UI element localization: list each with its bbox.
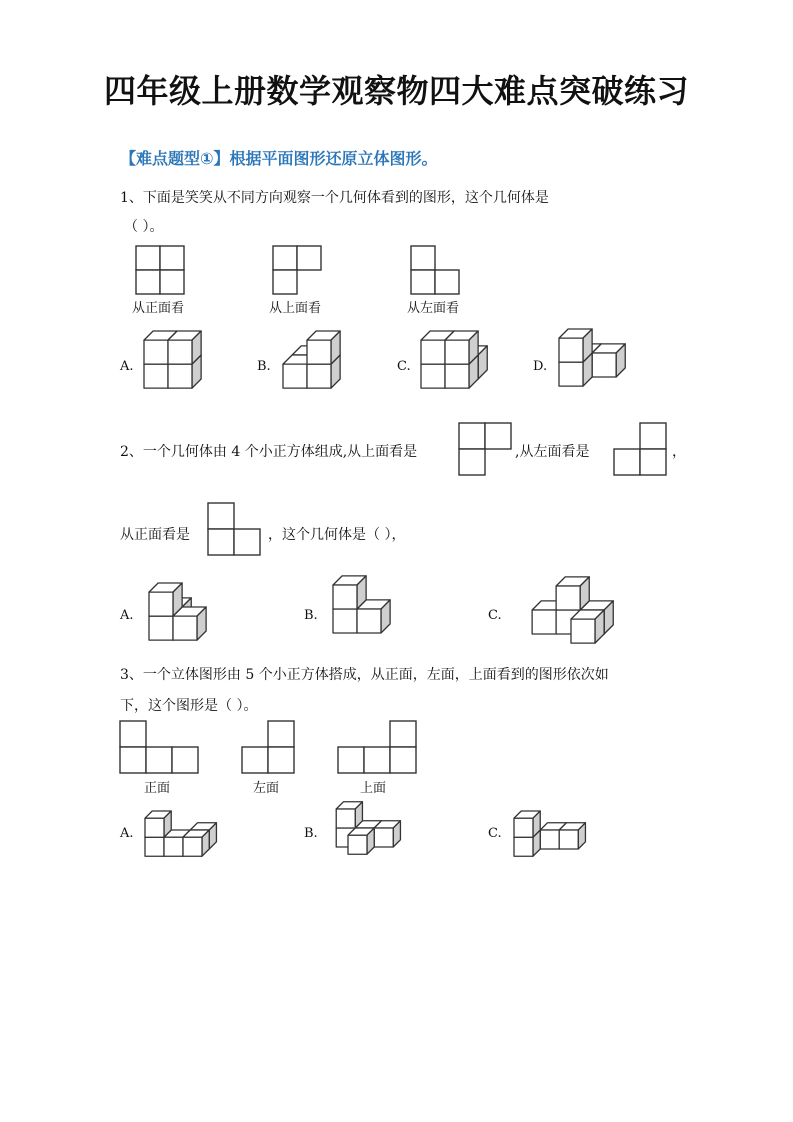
cube [556,577,589,610]
q1-option-c-figure[interactable] [420,330,489,399]
q1-left-view-figure [411,246,461,296]
q3-option-c-label[interactable]: C. [488,826,502,841]
q2-text-part4: 从正面看是 [120,527,190,543]
q1-option-b-figure[interactable] [282,330,351,399]
grid-cell [640,423,666,449]
cube [336,802,362,828]
q1-answer-blank[interactable]: （ ）。 [124,219,164,235]
grid-cell [268,747,294,773]
q1-option-c-label[interactable]: C. [397,359,411,374]
grid-cell [485,423,511,449]
grid-cell [435,270,459,294]
q3-front-view-figure [120,721,200,775]
grid-cell [208,529,234,555]
q3-option-a-figure[interactable] [144,810,218,865]
grid-cell [208,503,234,529]
cube [149,583,182,616]
q3-left-view-label: 左面 [253,781,280,796]
cube [307,331,340,364]
page-title: 四年级上册数学观察物四大难点突破练习 [103,72,689,110]
q1-option-a-label[interactable]: A. [120,359,134,374]
q2-option-a-label[interactable]: A. [120,608,134,623]
q2-left-view-figure [614,423,668,477]
q3-option-b-figure[interactable] [328,808,402,863]
q2-option-a-figure[interactable] [148,582,217,651]
q1-text-line1: 1、下面是笑笑从不同方向观察一个几何体看到的图形，这个几何体是 [120,190,549,206]
grid-cell [390,721,416,747]
q2-option-b-figure[interactable] [332,584,392,644]
q1-front-view-label: 从正面看 [132,301,185,316]
grid-cell [411,270,435,294]
q1-option-a-figure[interactable] [143,330,212,399]
cube [168,331,201,364]
q1-top-view-label: 从上面看 [269,301,322,316]
q1-top-view-figure [273,246,323,296]
q1-left-view-label: 从左面看 [407,301,460,316]
cube [592,344,625,377]
q2-text-part2: ,从左面看是 [515,444,590,460]
grid-cell [614,449,640,475]
cube [445,331,478,364]
q2-answer-blank[interactable]: ，这个几何体是（ ）， [268,527,406,543]
q3-left-view-figure [242,721,296,775]
grid-cell [160,246,184,270]
q1-front-view-figure [136,246,186,296]
q2-option-b-label[interactable]: B. [304,608,318,623]
q3-front-view-label: 正面 [144,781,171,796]
grid-cell [242,747,268,773]
q3-option-a-label[interactable]: A. [120,826,134,841]
grid-cell [390,747,416,773]
q2-front-view-figure [208,503,262,557]
grid-cell [459,423,485,449]
cube [559,329,592,362]
q2-option-c-label[interactable]: C. [488,608,502,623]
grid-cell [146,747,172,773]
cube [559,823,585,849]
q2-text-part1: 2、一个几何体由 4 个小正方体组成,从上面看是 [120,444,418,460]
q3-answer-blank[interactable]: 下，这个图形是（ ）。 [120,698,258,714]
cube [571,610,604,643]
cube [374,821,400,847]
q3-option-c-figure[interactable] [513,810,587,865]
grid-cell [459,449,485,475]
cube [348,828,374,854]
grid-cell [172,747,198,773]
grid-cell [273,246,297,270]
grid-cell [297,246,321,270]
cube [145,811,171,837]
q3-top-view-label: 上面 [360,781,387,796]
cube [183,830,209,856]
grid-cell [273,270,297,294]
grid-cell [338,747,364,773]
q1-option-b-label[interactable]: B. [257,359,271,374]
grid-cell [640,449,666,475]
grid-cell [234,529,260,555]
section-heading: 【难点题型①】根据平面图形还原立体图形。 [120,149,438,168]
q2-top-view-figure [459,423,513,477]
grid-cell [136,246,160,270]
q3-option-b-label[interactable]: B. [304,826,318,841]
grid-cell [136,270,160,294]
q1-option-d-label[interactable]: D. [533,359,548,374]
cube [514,811,540,837]
cube [333,576,366,609]
grid-cell [160,270,184,294]
q2-option-c-figure[interactable] [522,585,615,654]
grid-cell [120,747,146,773]
q3-text-line1: 3、一个立体图形由 5 个小正方体搭成，从正面，左面，上面看到的图形依次如 [120,667,609,683]
q1-option-d-figure[interactable] [558,328,627,397]
q2-text-part3: ， [672,444,686,460]
grid-cell [268,721,294,747]
grid-cell [120,721,146,747]
q3-top-view-figure [338,721,418,775]
grid-cell [364,747,390,773]
grid-cell [411,246,435,270]
